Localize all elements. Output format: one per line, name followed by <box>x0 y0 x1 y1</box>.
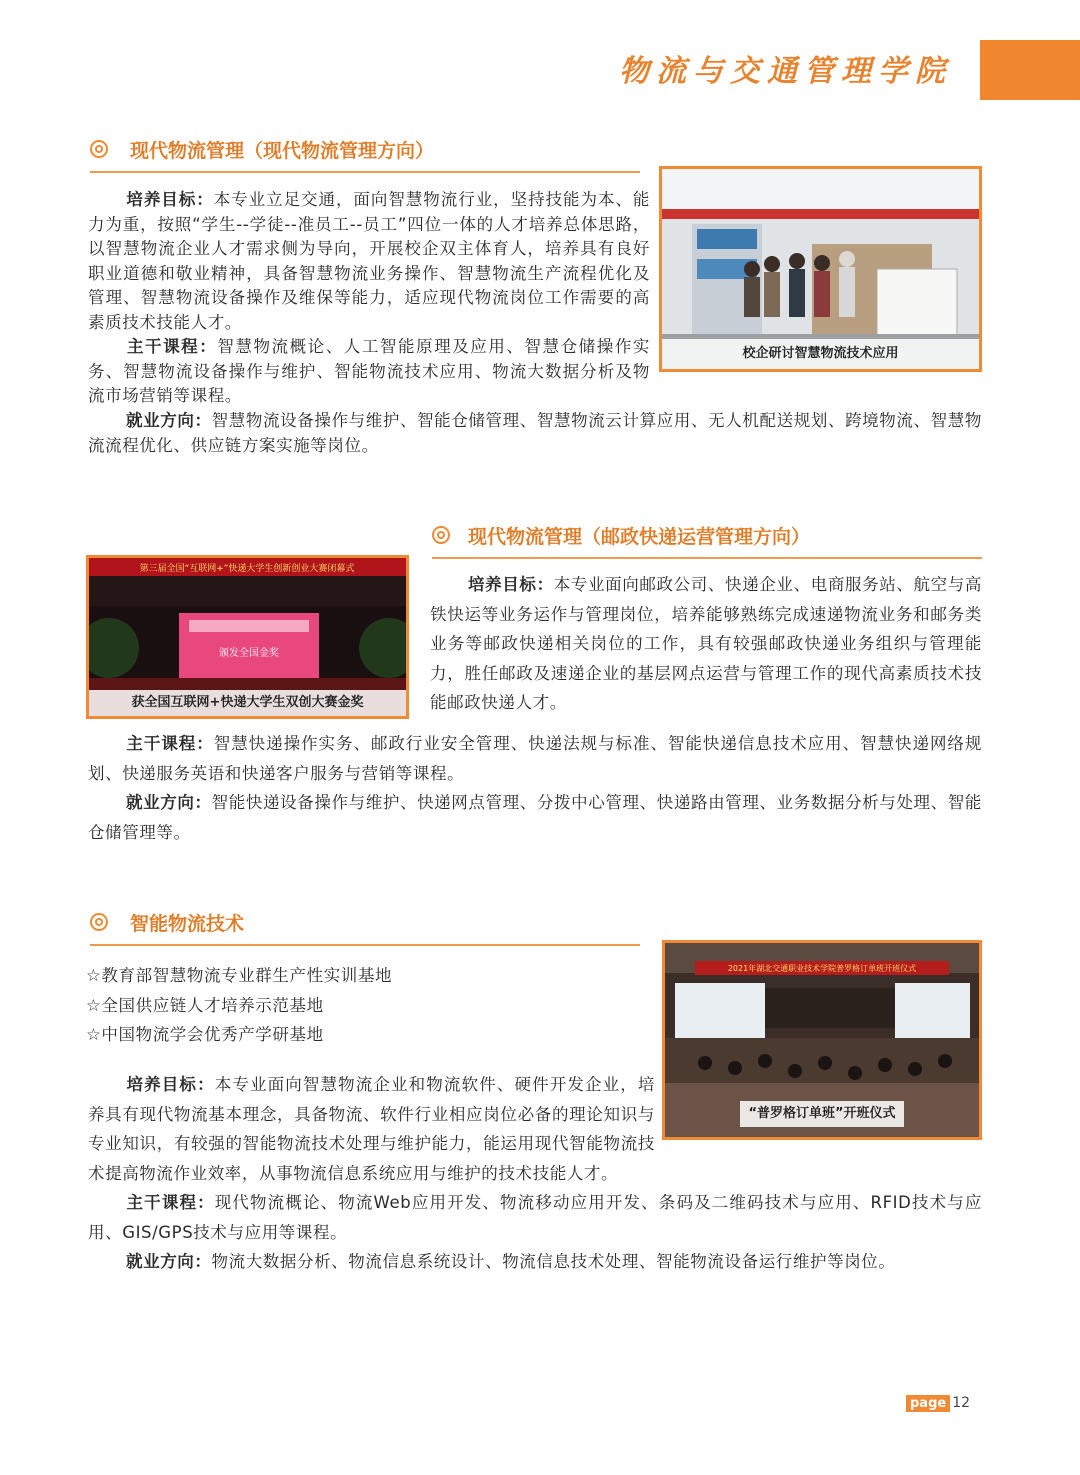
course-paragraph <box>88 729 982 788</box>
course-text: 智慧物流概论、人工智能原理及应用、智慧仓储操作实务、智慧物流设备操作与维护、智能物流技术应用、物流大数据分析及物流市场营销等课程。 <box>88 337 650 405</box>
job-label: 就业方向： <box>126 1252 212 1271</box>
job-label: 就业方向： <box>126 793 212 812</box>
photo-caption: 获全国互联网+快递大学生双创大赛金奖 <box>89 690 406 716</box>
course-text: 现代物流概论、物流Web应用开发、物流移动应用开发、条码及二维码技术与应用、RFID技术与应用、GIS/GPS技术与应用等课程。 <box>88 1193 982 1242</box>
photo-banner-text: 2021年湖北交通职业技术学院普罗格订单班开班仪式 <box>727 964 917 973</box>
heading-underline <box>90 171 640 173</box>
goal-paragraph <box>88 1070 655 1188</box>
job-text: 智能快递设备操作与维护、快递网点管理、分拨中心管理、快递路由管理、业务数据分析与处理、智能仓储管理等。 <box>88 793 983 842</box>
circle-bullet-icon <box>90 140 108 158</box>
goal-label: 培养目标： <box>126 190 214 209</box>
college-title: 物流与交通管理学院 <box>619 54 952 89</box>
section-title: 智能物流技术 <box>130 913 245 935</box>
course-label: 主干课程： <box>126 1193 215 1212</box>
base-item: ☆中国物流学会优秀产学研基地 <box>86 1025 324 1044</box>
section-heading <box>432 520 982 560</box>
circle-bullet-icon <box>432 526 450 544</box>
course-paragraph <box>88 335 650 409</box>
section-heading <box>90 907 640 947</box>
goal-paragraph <box>88 188 650 335</box>
job-text: 物流大数据分析、物流信息系统设计、物流信息技术处理、智能物流设备运行维护等岗位。 <box>211 1252 896 1271</box>
goal-label: 培养目标： <box>126 1075 215 1094</box>
photo-class-opening <box>662 940 982 1140</box>
header-accent-tab <box>980 40 1080 100</box>
photo-banner-text: 第三届全国“互联网+”快递大学生创新创业大赛闭幕式 <box>139 564 355 574</box>
base-item: ☆教育部智慧物流专业群生产性实训基地 <box>86 966 393 985</box>
base-item: ☆全国供应链人才培养示范基地 <box>86 995 324 1015</box>
circle-bullet-icon <box>90 913 108 931</box>
course-label: 主干课程： <box>126 337 218 356</box>
job-paragraph <box>88 1247 982 1277</box>
course-label: 主干课程： <box>126 734 214 753</box>
goal-text: 本专业面向邮政公司、快递企业、电商服务站、航空与高铁快运等业务运作与管理岗位，培养能够熟练完成速递物流业务和邮务类业务等邮政快递相关岗位的工作，具有较强邮政快递业务组织与管理能力，胜任邮政及速递企业的基层网点运营与管理工作的现代高素质技术技能邮政快递人才。 <box>430 575 983 712</box>
goal-text: 本专业面向智慧物流企业和物流软件、硬件开发企业，培养具有现代物流基本理念，具备物流、软件行业相应岗位必备的理论知识与专业知识，有较强的智能物流技术处理与维护能力，能运用现代智能物流技术提高物流作业效率，从事物流信息系统应用与维护的技术技能人才。 <box>88 1075 656 1183</box>
job-text: 智慧物流设备操作与维护、智能仓储管理、智慧物流云计算应用、无人机配送规划、跨境物流、智慧物流流程优化、供应链方案实施等岗位。 <box>88 411 983 455</box>
section-title: 现代物流管理（邮政快递运营管理方向） <box>468 526 811 548</box>
photo-award-ceremony <box>86 555 409 719</box>
course-paragraph <box>88 1188 982 1247</box>
page-label-badge: page <box>906 1395 950 1412</box>
goal-paragraph <box>430 570 982 718</box>
photo-caption: 校企研讨智慧物流技术应用 <box>662 339 979 369</box>
goal-label: 培养目标： <box>468 575 554 594</box>
job-paragraph <box>88 409 982 458</box>
section-heading <box>90 134 640 174</box>
photo-caption: “普罗格订单班”开班仪式 <box>740 1101 904 1127</box>
page-number <box>906 1395 970 1412</box>
job-paragraph <box>88 788 982 847</box>
photo-screen-text: 颁发全国金奖 <box>219 648 279 659</box>
job-label: 就业方向： <box>126 411 212 430</box>
course-text: 智慧快递操作实务、邮政行业安全管理、快递法规与标准、智能快递信息技术应用、智慧快递网络规划、快递服务英语和快递客户服务与营销等课程。 <box>88 734 982 783</box>
page-number-value: 12 <box>952 1395 971 1411</box>
goal-text: 本专业立足交通，面向智慧物流行业，坚持技能为本、能力为重，按照“学生--学徒--准员工--员工”四位一体的人才培养总体思路，以智慧物流企业人才需求侧为导向，开展校企双主体育人，培养具有良好职业道德和敬业精神，具备智慧物流业务操作、智慧物流生产流程优化及管理、智慧物流设备操作及维保等能力，适应现代物流岗位工作需要的高素质技术技能人才。 <box>88 190 651 332</box>
section-title: 现代物流管理（现代物流管理方向） <box>130 140 435 162</box>
heading-underline <box>90 944 640 946</box>
base-list <box>86 961 392 1050</box>
heading-underline <box>432 557 982 559</box>
photo-seminar <box>659 166 982 372</box>
